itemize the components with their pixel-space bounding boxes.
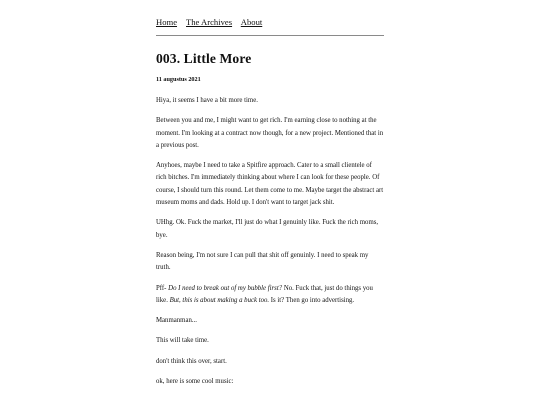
post-date: 11 augustus 2021 [156,76,201,83]
post-paragraph: Hiya, it seems I have a bit more time. [156,97,258,104]
post-paragraph: Anyhoes, maybe I need to take a Spitfire approach. Cater to a small clientele of rich bitches. I'm immediately thinking about where I can look for these people. Of course, I should turn this round. Let them come to me. Maybe target the abstract art museum moms and dads. Hold up. I don't want to target jack shit. [156,162,384,207]
paragraph-text: Pff- [156,284,169,292]
post-paragraph: ok, here is some cool music: [156,378,234,386]
post-paragraph: UHhg. Ok. Fuck the market, I'll just do what I genuinly like. Fuck the rich moms, bye. [156,219,379,239]
nav-link-home[interactable]: Home [156,17,178,27]
post-paragraph: Reason being, I'm not sure I can pull that shit off genuinly. I need to speak my truth. [156,251,369,272]
post-paragraph: Between you and me, I might want to get rich. I'm earning close to nothing at the moment. I'm looking at a contract now though, for a new project. Mentioned that in a previous post. [156,117,384,149]
nav-link-archives[interactable]: The Archives [186,17,233,27]
post-paragraph-mixed [156,283,384,308]
paragraph-text: Is it? Then go into advertising. [269,296,355,304]
paragraph-text: No. Fuck that, just do things you like. [156,284,373,304]
post-paragraph: don't think this over, start. [156,357,227,365]
page-container [156,0,384,388]
post-paragraph: This will take time. [156,337,209,345]
post-content [156,95,384,388]
post-paragraph: Manmanman... [156,317,197,325]
italic-thought: Do I need to break out of my bubble first? [168,284,283,292]
top-nav [156,17,384,36]
italic-thought: But, this is about making a buck too. [169,296,270,304]
nav-link-about[interactable]: About [240,17,263,27]
post-title: 003. Little More [156,51,252,66]
